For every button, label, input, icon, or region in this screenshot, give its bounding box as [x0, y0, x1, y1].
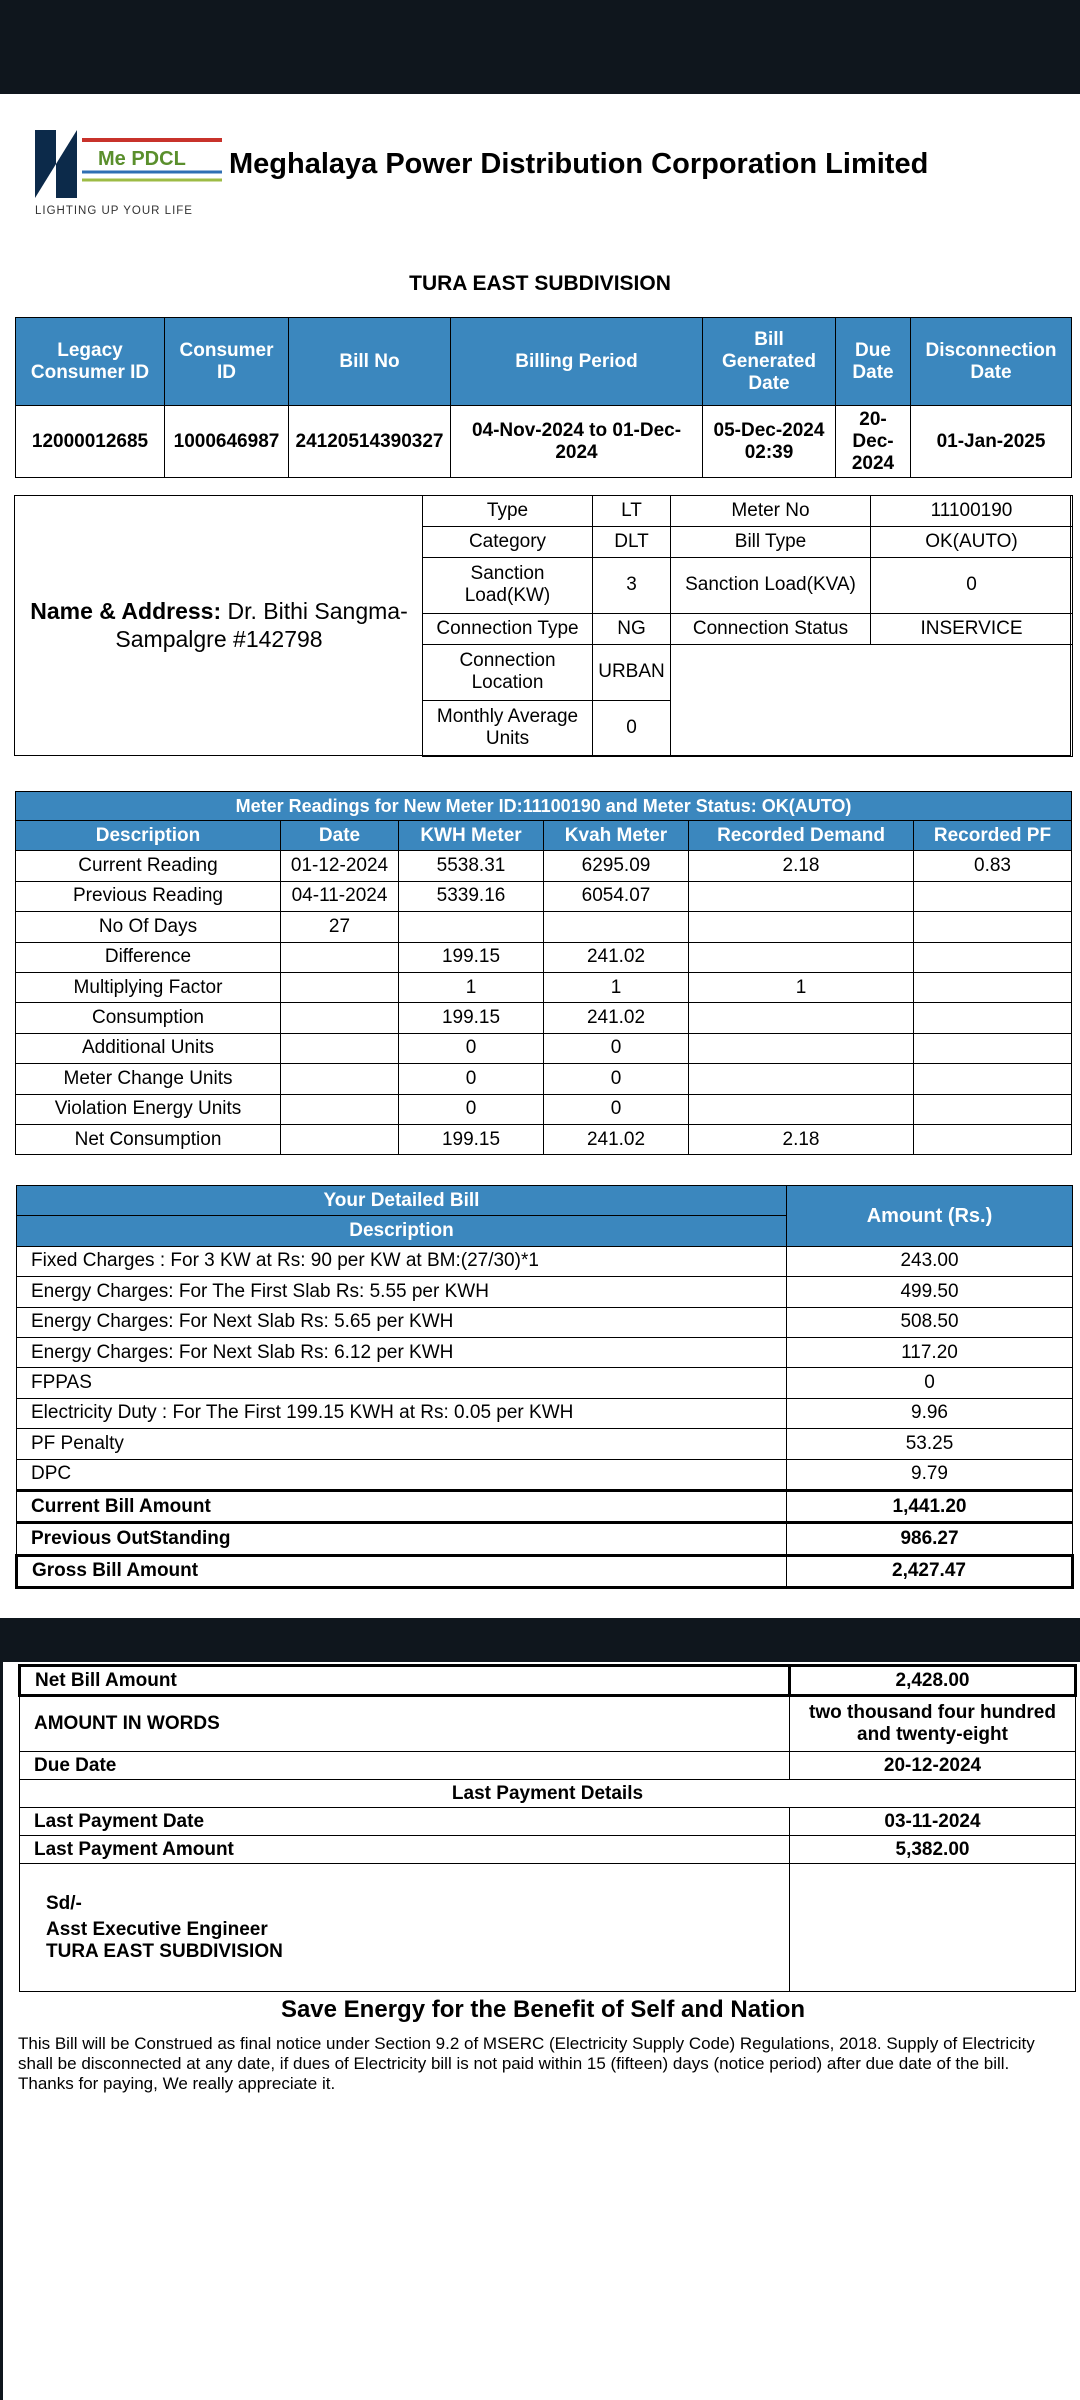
previous-outstanding-label: Previous OutStanding	[17, 1523, 787, 1555]
header-logo-row	[34, 128, 1054, 218]
previous-outstanding-row	[17, 1523, 1073, 1555]
meter-rows	[16, 851, 1072, 1155]
meter-row	[16, 1124, 1072, 1154]
meter-cell-date: 27	[281, 912, 399, 942]
meter-cell-demand: 2.18	[689, 1124, 914, 1154]
last-payment-date-label: Last Payment Date	[20, 1808, 790, 1836]
name-address	[15, 496, 423, 754]
meter-cell-demand: 2.18	[689, 851, 914, 881]
connection-status-value: INSERVICE	[871, 613, 1073, 644]
meter-cell-kwh: 5538.31	[399, 851, 544, 881]
meter-cell-date	[281, 1033, 399, 1063]
meter-cell-pf	[914, 972, 1072, 1002]
bill-item-amount: 508.50	[787, 1307, 1073, 1337]
meter-cell-date	[281, 1064, 399, 1094]
meter-cell-date: 01-12-2024	[281, 851, 399, 881]
bill-item-amount: 117.20	[787, 1337, 1073, 1367]
col-recorded-demand: Recorded Demand	[689, 821, 914, 851]
bill-page-bottom	[0, 1662, 1080, 2400]
meter-cell-date	[281, 1094, 399, 1124]
meter-cell-kwh: 0	[399, 1094, 544, 1124]
category-label: Category	[423, 526, 593, 557]
bill-header-table	[15, 317, 1072, 478]
sanction-kw-value: 3	[593, 557, 671, 613]
meter-cell-kvah	[544, 912, 689, 942]
consumer-id: 1000646987	[165, 406, 289, 478]
col-kvah-meter: Kvah Meter	[544, 821, 689, 851]
signature-empty-cell	[790, 1864, 1076, 1992]
current-bill-value: 1,441.20	[787, 1490, 1073, 1522]
meter-cell-kwh: 1	[399, 972, 544, 1002]
meter-cell-demand	[689, 1094, 914, 1124]
meter-row	[16, 851, 1072, 881]
meter-cell-pf: 0.83	[914, 851, 1072, 881]
meter-cell-kwh: 199.15	[399, 942, 544, 972]
meter-cell-demand: 1	[689, 972, 914, 1002]
sanction-kw-label: Sanction Load(KW)	[423, 557, 593, 613]
bill-type-value: OK(AUTO)	[871, 526, 1073, 557]
meter-no-label: Meter No	[671, 495, 871, 526]
signature-sd: Sd/-	[46, 1892, 82, 1914]
bill-line-item	[17, 1459, 1073, 1490]
col-bill-generated: Bill Generated Date	[703, 318, 836, 406]
meter-row	[16, 972, 1072, 1002]
sanction-kva-label: Sanction Load(KVA)	[671, 557, 871, 613]
bill-header-values	[16, 406, 1072, 478]
meter-cell-kwh: 0	[399, 1033, 544, 1063]
meter-cell-kvah: 0	[544, 1064, 689, 1094]
bill-item-description: Electricity Duty : For The First 199.15 KWH at Rs: 0.05 per KWH	[17, 1398, 787, 1428]
bill-item-amount: 53.25	[787, 1429, 1073, 1459]
bill-item-amount: 499.50	[787, 1277, 1073, 1307]
bill-line-item	[17, 1368, 1073, 1398]
meter-cell-desc: Consumption	[16, 1003, 281, 1033]
meter-cell-pf	[914, 942, 1072, 972]
meter-cell-demand	[689, 942, 914, 972]
meter-row	[16, 942, 1072, 972]
meter-cell-date: 04-11-2024	[281, 881, 399, 911]
bill-line-item	[17, 1429, 1073, 1459]
company-logo	[34, 128, 224, 218]
meter-cell-kvah: 1	[544, 972, 689, 1002]
amount-words-value: two thousand four hundred and twenty-eight	[790, 1696, 1076, 1752]
last-payment-amount-value: 5,382.00	[790, 1836, 1076, 1864]
connection-type-label: Connection Type	[423, 613, 593, 644]
connection-type-value: NG	[593, 613, 671, 644]
legacy-consumer-id: 12000012685	[16, 406, 165, 478]
meter-cell-kvah: 0	[544, 1033, 689, 1063]
last-payment-date-row	[20, 1808, 1076, 1836]
connection-location-label: Connection Location	[423, 644, 593, 700]
meter-cell-desc: Difference	[16, 942, 281, 972]
gross-bill-row	[17, 1555, 1073, 1587]
net-bill-value: 2,428.00	[790, 1666, 1076, 1696]
type-value: LT	[593, 495, 671, 526]
meter-cell-pf	[914, 1064, 1072, 1094]
bill-item-description: Fixed Charges : For 3 KW at Rs: 90 per KW at BM:(27/30)*1	[17, 1246, 787, 1276]
meter-columns	[16, 821, 1072, 851]
meter-cell-kvah: 241.02	[544, 1124, 689, 1154]
amount-words-label: AMOUNT IN WORDS	[20, 1696, 790, 1752]
meter-readings-table	[15, 791, 1072, 1155]
meter-cell-kvah: 6295.09	[544, 851, 689, 881]
bill-line-item	[17, 1277, 1073, 1307]
bill-type-label: Bill Type	[671, 526, 871, 557]
col-recorded-pf: Recorded PF	[914, 821, 1072, 851]
monthly-average-value: 0	[593, 700, 671, 756]
slogan: Save Energy for the Benefit of Self and Nation	[280, 1996, 806, 2023]
category-value: DLT	[593, 526, 671, 557]
last-payment-date-value: 03-11-2024	[790, 1808, 1076, 1836]
bill-generated-date: 05-Dec-2024 02:39	[703, 406, 836, 478]
last-payment-amount-label: Last Payment Amount	[20, 1836, 790, 1864]
col-due-date: Due Date	[836, 318, 911, 406]
meter-row	[16, 1003, 1072, 1033]
company-name: Meghalaya Power Distribution Corporation Limited	[229, 148, 929, 180]
net-bill-label: Net Bill Amount	[20, 1666, 790, 1696]
meter-cell-demand	[689, 1003, 914, 1033]
bill-item-amount: 9.96	[787, 1398, 1073, 1428]
sanction-kva-value: 0	[871, 557, 1073, 613]
meter-cell-desc: Previous Reading	[16, 881, 281, 911]
subdivision-title: TURA EAST SUBDIVISION	[409, 272, 671, 295]
previous-outstanding-value: 986.27	[787, 1523, 1073, 1555]
net-bill-row	[20, 1666, 1076, 1696]
meter-row	[16, 1094, 1072, 1124]
signature-row	[20, 1864, 1076, 1992]
bill-no: 24120514390327	[289, 406, 451, 478]
disconnection-date: 01-Jan-2025	[911, 406, 1072, 478]
meter-cell-desc: Current Reading	[16, 851, 281, 881]
col-amount: Amount (Rs.)	[787, 1186, 1073, 1247]
bill-item-amount: 9.79	[787, 1459, 1073, 1490]
bill-line-items	[17, 1246, 1073, 1490]
meter-cell-desc: Additional Units	[16, 1033, 281, 1063]
detailed-bill-title: Your Detailed Bill	[17, 1186, 787, 1216]
meter-cell-pf	[914, 881, 1072, 911]
summary-due-value: 20-12-2024	[790, 1752, 1076, 1780]
amount-words-row	[20, 1696, 1076, 1752]
monthly-average-label: Monthly Average Units	[423, 700, 593, 756]
meter-cell-date	[281, 942, 399, 972]
meter-no-value: 11100190	[871, 495, 1073, 526]
summary-due-label: Due Date	[20, 1752, 790, 1780]
meter-row	[16, 912, 1072, 942]
meter-cell-kvah: 0	[544, 1094, 689, 1124]
meter-cell-demand	[689, 881, 914, 911]
meter-cell-desc: Net Consumption	[16, 1124, 281, 1154]
bill-line-item	[17, 1246, 1073, 1276]
last-payment-title-row	[20, 1780, 1076, 1808]
logo-tagline: LIGHTING UP YOUR LIFE	[35, 205, 193, 217]
meter-cell-date	[281, 1003, 399, 1033]
meter-cell-desc: No Of Days	[16, 912, 281, 942]
meter-cell-demand	[689, 1033, 914, 1063]
bill-item-description: Energy Charges: For Next Slab Rs: 5.65 per KWH	[17, 1307, 787, 1337]
meter-row	[16, 1064, 1072, 1094]
col-kwh-meter: KWH Meter	[399, 821, 544, 851]
bill-item-description: Energy Charges: For The First Slab Rs: 5.55 per KWH	[17, 1277, 787, 1307]
summary-due-row	[20, 1752, 1076, 1780]
col-legacy-id: Legacy Consumer ID	[16, 318, 165, 406]
bill-item-description: FPPAS	[17, 1368, 787, 1398]
meter-readings-title: Meter Readings for New Meter ID:11100190 and Meter Status: OK(AUTO)	[16, 792, 1072, 821]
billing-period: 04-Nov-2024 to 01-Dec-2024	[451, 406, 703, 478]
meter-cell-pf	[914, 1003, 1072, 1033]
bill-item-description: DPC	[17, 1459, 787, 1490]
bill-header-columns	[16, 318, 1072, 406]
signature-designation: Asst Executive Engineer	[46, 1918, 268, 1940]
signature-block	[20, 1864, 790, 1992]
col-consumer-id: Consumer ID	[165, 318, 289, 406]
meter-cell-date	[281, 1124, 399, 1154]
meter-cell-kvah: 241.02	[544, 942, 689, 972]
bill-line-item	[17, 1307, 1073, 1337]
name-address-label: Name & Address:	[30, 598, 222, 624]
col-bill-no: Bill No	[289, 318, 451, 406]
meter-cell-pf	[914, 912, 1072, 942]
meter-cell-kvah: 241.02	[544, 1003, 689, 1033]
meter-cell-pf	[914, 1033, 1072, 1063]
meter-cell-kwh: 0	[399, 1064, 544, 1094]
gross-bill-label: Gross Bill Amount	[17, 1555, 787, 1587]
consumer-info-block	[14, 495, 1071, 756]
connection-status-label: Connection Status	[671, 613, 871, 644]
meter-cell-desc: Meter Change Units	[16, 1064, 281, 1094]
type-label: Type	[423, 495, 593, 526]
current-bill-label: Current Bill Amount	[17, 1490, 787, 1522]
legal-notice: This Bill will be Construed as final notice under Section 9.2 of MSERC (Electricity Supply Code) Regulations, 2018. Supply of Electricity shall be disconnected at any date, if dues of Electricity bill is not paid within 15 (fifteen) days (notice period) after due date of the bill. Thanks for paying, We really appreciate it.	[18, 2034, 1035, 2093]
meter-row	[16, 1033, 1072, 1063]
meter-cell-kvah: 6054.07	[544, 881, 689, 911]
bill-summary-table	[18, 1664, 1077, 1992]
info-empty-cell	[671, 644, 1073, 756]
bill-page-top	[0, 94, 1080, 1618]
meter-cell-date	[281, 972, 399, 1002]
meter-cell-pf	[914, 1094, 1072, 1124]
last-payment-amount-row	[20, 1836, 1076, 1864]
meter-cell-kwh	[399, 912, 544, 942]
name-address-value: Dr. Bithi Sangma- Sampalgre #142798	[115, 598, 408, 652]
bill-item-description: PF Penalty	[17, 1429, 787, 1459]
last-payment-title: Last Payment Details	[20, 1780, 1076, 1808]
current-bill-row	[17, 1490, 1073, 1522]
meter-cell-kwh: 199.15	[399, 1003, 544, 1033]
bill-item-amount: 0	[787, 1368, 1073, 1398]
bill-line-item	[17, 1398, 1073, 1428]
meter-cell-kwh: 5339.16	[399, 881, 544, 911]
detailed-bill-table	[15, 1185, 1074, 1589]
meter-row	[16, 881, 1072, 911]
connection-details-table	[422, 495, 1073, 757]
meter-cell-kwh: 199.15	[399, 1124, 544, 1154]
meter-cell-desc: Violation Energy Units	[16, 1094, 281, 1124]
signature-office: TURA EAST SUBDIVISION	[46, 1940, 283, 1962]
bill-item-amount: 243.00	[787, 1246, 1073, 1276]
bill-line-item	[17, 1337, 1073, 1367]
meter-cell-pf	[914, 1124, 1072, 1154]
meter-cell-desc: Multiplying Factor	[16, 972, 281, 1002]
connection-location-value: URBAN	[593, 644, 671, 700]
due-date: 20-Dec-2024	[836, 406, 911, 478]
meter-cell-demand	[689, 912, 914, 942]
col-date: Date	[281, 821, 399, 851]
col-billing-period: Billing Period	[451, 318, 703, 406]
meter-cell-demand	[689, 1064, 914, 1094]
logo-text: Me PDCL	[98, 148, 186, 170]
bill-item-description: Energy Charges: For Next Slab Rs: 6.12 per KWH	[17, 1337, 787, 1367]
gross-bill-value: 2,427.47	[787, 1555, 1073, 1587]
col-description: Description	[16, 821, 281, 851]
col-bill-description: Description	[17, 1216, 787, 1246]
col-disconnection-date: Disconnection Date	[911, 318, 1072, 406]
